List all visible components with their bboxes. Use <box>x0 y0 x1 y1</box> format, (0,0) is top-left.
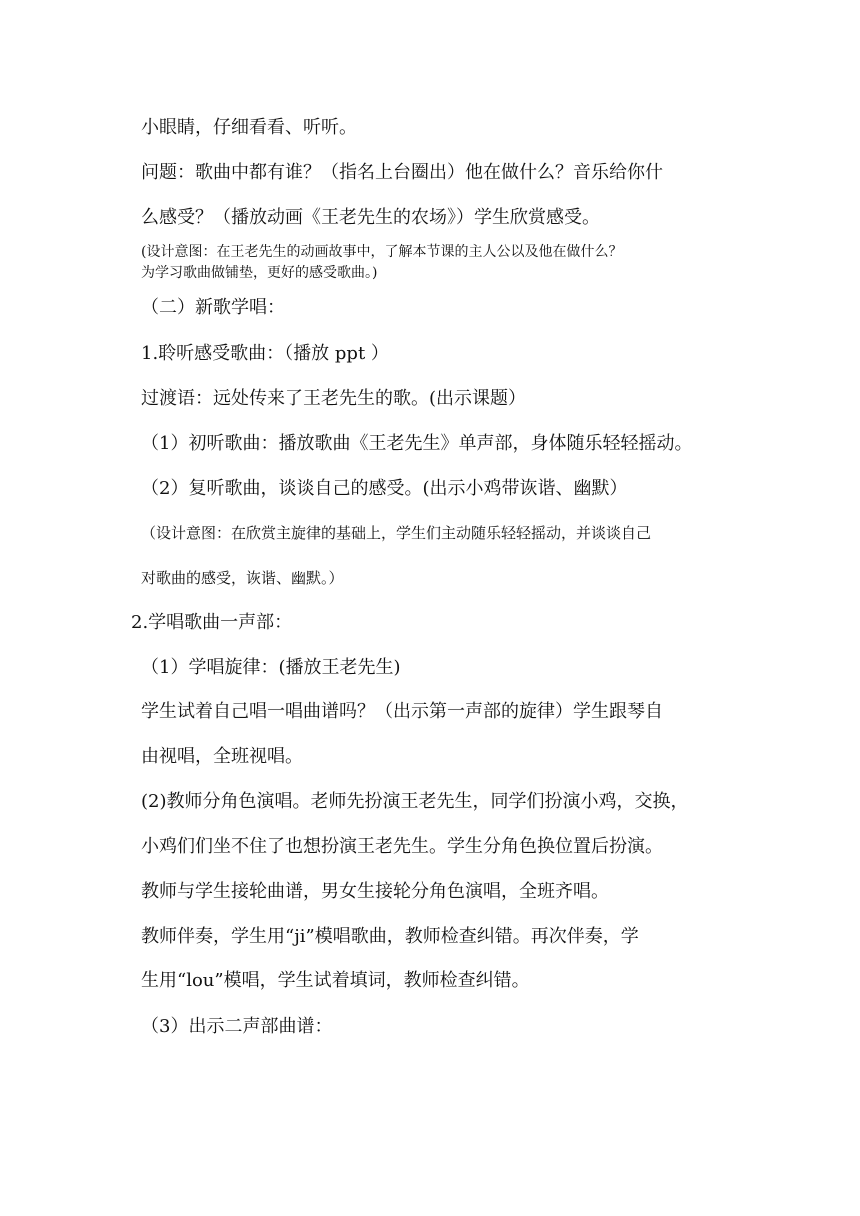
text-line: (2)教师分角色演唱。老师先扮演王老先生，同学们扮演小鸡，交换， <box>141 791 689 812</box>
design-note-line: (设计意图：在王老先生的动画故事中，了解本节课的主人公以及他在做什么？ <box>141 244 623 260</box>
subsection-heading: 2.学唱歌曲一声部： <box>131 612 293 633</box>
subsection-heading: 1.聆听感受歌曲：（播放 ppt ） <box>141 343 389 364</box>
text-line: （1）初听歌曲：播放歌曲《王老先生》单声部，身体随乐轻轻摇动。 <box>141 433 693 454</box>
design-note-line: 为学习歌曲做铺垫，更好的感受歌曲。) <box>141 265 378 281</box>
text-line: （2）复听歌曲，谈谈自己的感受。(出示小鸡带诙谐、幽默） <box>141 478 628 499</box>
text-line: 生用“lou”模唱，学生试着填词，教师检查纠错。 <box>141 970 530 991</box>
text-line: 小眼睛，仔细看看、听听。 <box>141 117 357 138</box>
text-line: （3）出示二声部曲谱： <box>141 1016 333 1037</box>
text-line: 小鸡们们坐不住了也想扮演王老先生。学生分角色换位置后扮演。 <box>141 836 663 857</box>
text-line: 教师与学生接轮曲谱，男女生接轮分角色演唱，全班齐唱。 <box>141 881 609 902</box>
text-line: 过渡语：远处传来了王老先生的歌。(出示课题） <box>141 388 527 409</box>
section-heading: （二）新歌学唱： <box>141 297 285 318</box>
text-line: 问题：歌曲中都有谁？（指名上台圈出）他在做什么？音乐给你什 <box>141 162 663 183</box>
text-line: 教师伴奏，学生用“ji”模唱歌曲，教师检查纠错。再次伴奏，学 <box>141 926 639 947</box>
text-line: 由视唱，全班视唱。 <box>141 746 303 767</box>
text-line: 学生试着自己唱一唱曲谱吗？（出示第一声部的旋律）学生跟琴自 <box>141 701 663 722</box>
text-line: 么感受？（播放动画《王老先生的农场》）学生欣赏感受。 <box>141 207 600 228</box>
design-note-line: 对歌曲的感受，诙谐、幽默。） <box>141 569 344 587</box>
design-note-line: （设计意图：在欣赏主旋律的基础上，学生们主动随乐轻轻摇动，并谈谈自己 <box>141 524 652 542</box>
text-line: （1）学唱旋律：(播放王老先生) <box>141 657 401 678</box>
